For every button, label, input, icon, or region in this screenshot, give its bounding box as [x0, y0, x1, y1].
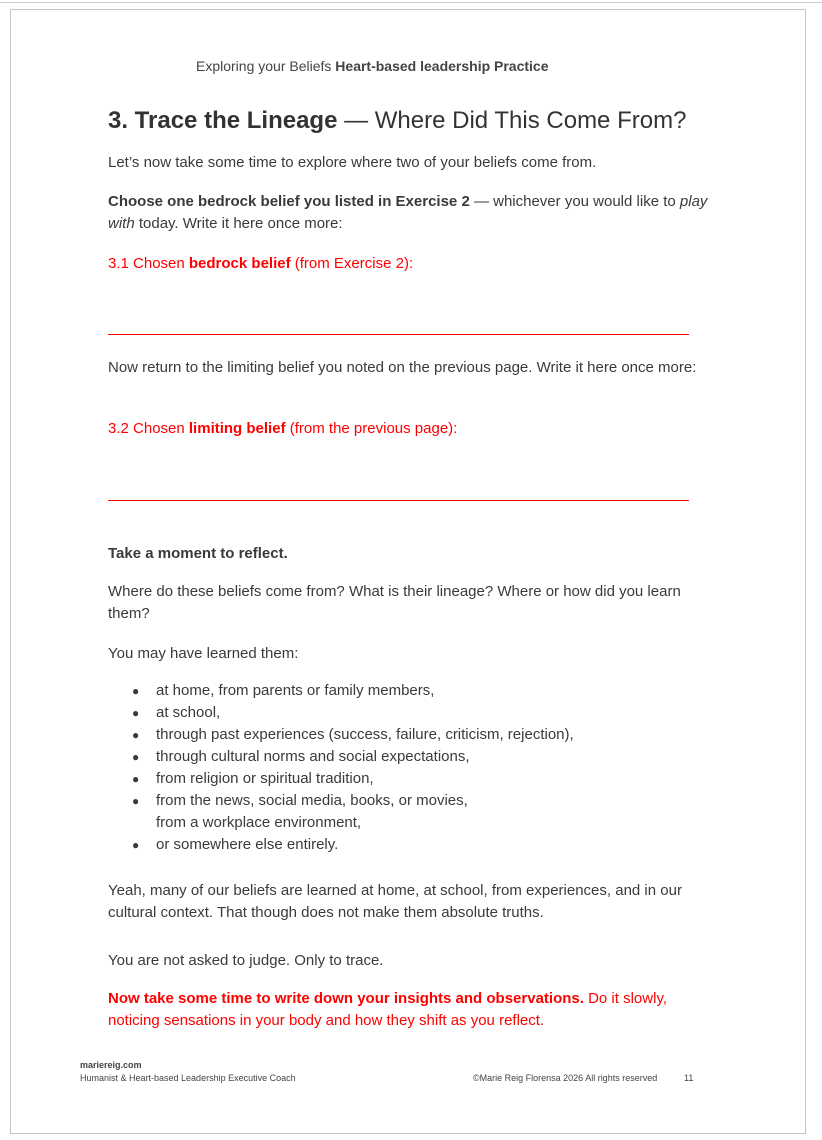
- title-rest: — Where Did This Come From?: [344, 107, 687, 134]
- final-rest: Do it slowly, noticing sensations in your body and how they shift as you reflect.: [108, 990, 667, 1029]
- answer-line-3-1[interactable]: [108, 334, 689, 335]
- q1-post: (from Exercise 2):: [290, 255, 414, 272]
- title-bold: 3. Trace the Lineage: [108, 107, 338, 134]
- q1-pre: 3.1 Chosen: [108, 255, 189, 272]
- q2-pre: 3.2 Chosen: [108, 420, 189, 437]
- list-item: from a workplace environment,: [156, 814, 362, 831]
- sources-list: [108, 680, 708, 856]
- choose-rest: — whichever you would like to: [469, 193, 680, 210]
- footer-tagline: Humanist & Heart-based Leadership Executive Coach: [80, 1073, 296, 1083]
- prompt-3-2: [108, 418, 708, 440]
- header-bold: Heart-based leadership Practice: [335, 58, 549, 74]
- choose-rest-2: today. Write it here once more:: [134, 215, 343, 232]
- final-instruction: [108, 988, 698, 1032]
- reflect-heading: Take a moment to reflect.: [108, 545, 288, 562]
- choose-bold: Choose one bedrock belief you listed in Exercise 2: [108, 193, 470, 210]
- learned-context-text: Yeah, many of our beliefs are learned at home, at school, from experiences, and in our cultural context. That though does not make them absolute truths.: [108, 882, 682, 921]
- page-number: 11: [684, 1073, 694, 1083]
- final-bold: Now take some time to write down your insights and observations.: [108, 990, 584, 1007]
- choose-italic: play with: [108, 193, 708, 232]
- answer-line-3-2[interactable]: [108, 500, 689, 501]
- judge-text: You are not asked to judge. Only to trace.: [108, 952, 384, 969]
- q1-bold: bedrock belief: [188, 255, 291, 272]
- footer-site: mariereig.com: [80, 1060, 142, 1070]
- learned-intro: You may have learned them:: [108, 645, 299, 662]
- list-item: ● from religion or spiritual tradition,: [108, 768, 708, 790]
- viewer-top-border: [0, 2, 822, 3]
- list-item: ● at school,: [108, 702, 708, 724]
- reflect-question: Where do these beliefs come from? What is their lineage? Where or how did you learn them?: [108, 583, 681, 622]
- list-item: ● through past experiences (success, failure, criticism, rejection),: [108, 724, 708, 746]
- header-light: Exploring your Beliefs: [196, 58, 332, 74]
- q2-post: (from the previous page):: [285, 420, 458, 437]
- list-item: ● or somewhere else entirely.: [108, 834, 708, 856]
- choose-instruction: [108, 191, 708, 235]
- intro-text: Let’s now take some time to explore where two of your beliefs come from.: [108, 154, 597, 171]
- section-title: [108, 105, 686, 137]
- return-text: Now return to the limiting belief you noted on the previous page. Write it here once more:: [108, 359, 697, 376]
- list-item: ● through cultural norms and social expectations,: [108, 746, 708, 768]
- prompt-3-1: [108, 253, 708, 275]
- list-item: ● from the news, social media, books, or movies,: [108, 790, 708, 812]
- running-header: [196, 58, 549, 74]
- footer-copyright: ©Marie Reig Florensa 2026 All rights reserved: [473, 1073, 658, 1083]
- list-item: ● at home, from parents or family members,: [108, 680, 708, 702]
- q2-bold: limiting belief: [188, 420, 286, 437]
